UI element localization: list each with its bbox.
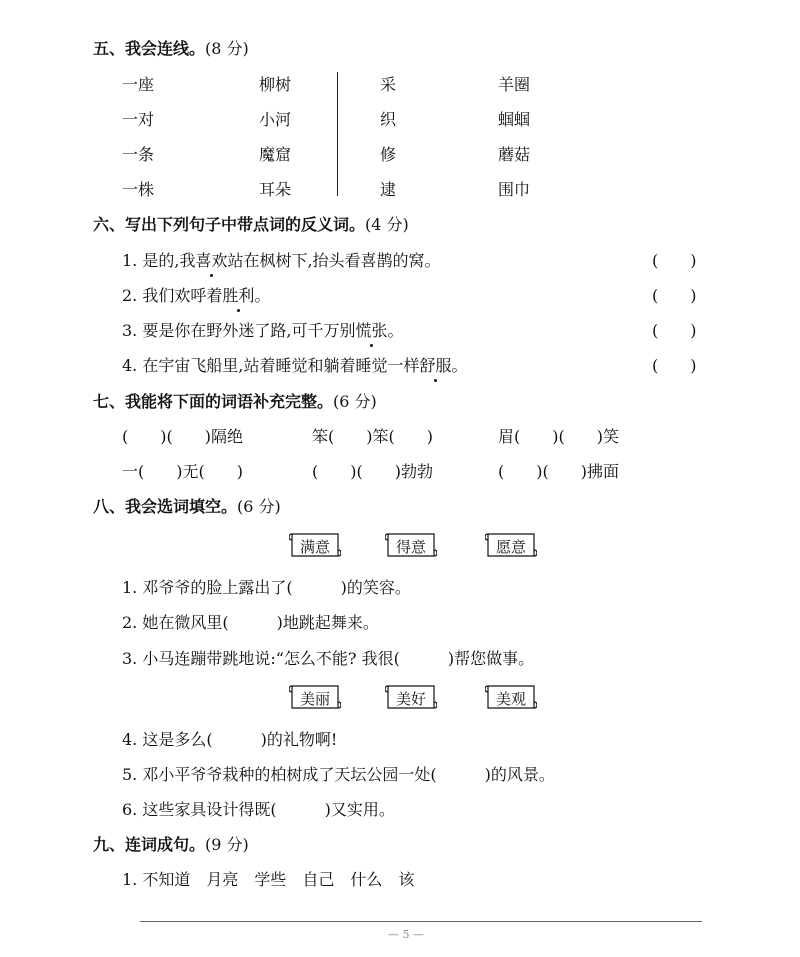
answer-blank-1[interactable]: ( ) <box>652 251 697 270</box>
section-score: (8 分) <box>205 39 249 58</box>
section-9-heading <box>93 832 249 855</box>
idiom-blank-6[interactable]: ( )( )拂面 <box>498 462 619 481</box>
word-scroll-6: 美观 <box>485 683 537 711</box>
section-5-heading <box>93 36 249 59</box>
fill-question-5: 5. 邓小平爷爷栽种的柏树成了天坛公园一处( )的风景。 <box>122 765 555 784</box>
match-right-a-4: 逮 <box>380 180 397 199</box>
antonym-question-2: 2. 我们欢呼着胜利。 <box>122 283 270 306</box>
dotted-word: 舒服 <box>419 353 451 376</box>
word-scroll-5: 美好 <box>385 683 437 711</box>
answer-blank-2[interactable]: ( ) <box>652 286 697 305</box>
word-scroll-3: 愿意 <box>485 531 537 559</box>
match-right-b-4: 围巾 <box>498 180 531 199</box>
section-title: 九、连词成句。 <box>93 835 206 854</box>
dotted-word: 喜欢 <box>195 248 227 271</box>
match-left-b-4: 耳朵 <box>259 180 292 199</box>
match-left-a-1: 一座 <box>122 75 155 94</box>
match-right-b-1: 羊圈 <box>498 75 531 94</box>
answer-blank-4[interactable]: ( ) <box>652 356 697 375</box>
section-score: (6 分) <box>333 392 377 411</box>
footer-divider <box>140 921 702 922</box>
section-score: (6 分) <box>237 497 281 516</box>
match-right-a-3: 修 <box>380 145 397 164</box>
match-left-a-2: 一对 <box>122 110 155 129</box>
match-left-a-4: 一株 <box>122 180 155 199</box>
antonym-question-4: 4. 在宇宙飞船里,站着睡觉和躺着睡觉一样舒服。 <box>122 353 467 376</box>
idiom-blank-3[interactable]: 眉( )( )笑 <box>498 427 619 446</box>
match-left-b-3: 魔窟 <box>259 145 292 164</box>
sentence-question-1: 1. 不知道 月亮 学些 自己 什么 该 <box>122 870 415 889</box>
fill-question-2: 2. 她在微风里( )地跳起舞来。 <box>122 613 379 632</box>
match-left-b-1: 柳树 <box>259 75 292 94</box>
word-scroll-2: 得意 <box>385 531 437 559</box>
idiom-blank-5[interactable]: ( )( )勃勃 <box>312 462 433 481</box>
section-score: (9 分) <box>205 835 249 854</box>
fill-question-6: 6. 这些家具设计得既( )又实用。 <box>122 800 395 819</box>
fill-question-3: 3. 小马连蹦带跳地说:“怎么不能? 我很( )帮您做事。 <box>122 649 535 668</box>
dotted-word: 慌张 <box>355 318 387 341</box>
word-scroll-4: 美丽 <box>289 683 341 711</box>
section-title: 七、我能将下面的词语补充完整。 <box>93 392 334 411</box>
section-title: 八、我会选词填空。 <box>93 497 238 516</box>
match-left-a-3: 一条 <box>122 145 155 164</box>
section-title: 五、我会连线。 <box>93 39 206 58</box>
idiom-blank-1[interactable]: ( )( )隔绝 <box>122 427 243 446</box>
fill-question-1: 1. 邓爷爷的脸上露出了( )的笑容。 <box>122 578 411 597</box>
antonym-question-1: 1. 是的,我喜欢站在枫树下,抬头看喜鹊的窝。 <box>122 248 441 271</box>
idiom-blank-4[interactable]: 一( )无( ) <box>122 462 243 481</box>
word-scroll-1: 满意 <box>289 531 341 559</box>
section-8-heading <box>93 494 281 517</box>
page-number: — 5 — <box>388 928 424 941</box>
answer-blank-3[interactable]: ( ) <box>652 321 697 340</box>
dotted-word: 胜利 <box>222 283 254 306</box>
match-left-b-2: 小河 <box>259 110 292 129</box>
match-right-b-2: 蝈蝈 <box>498 110 531 129</box>
section-score: (4 分) <box>365 215 409 234</box>
antonym-question-3: 3. 要是你在野外迷了路,可千万别慌张。 <box>122 318 403 341</box>
match-right-a-2: 织 <box>380 110 397 129</box>
section-7-heading <box>93 389 377 412</box>
match-right-b-3: 蘑菇 <box>498 145 531 164</box>
section-6-heading <box>93 212 409 235</box>
fill-question-4: 4. 这是多么( )的礼物啊! <box>122 730 338 749</box>
match-right-a-1: 采 <box>380 75 397 94</box>
section-title: 六、写出下列句子中带点词的反义词。 <box>93 215 366 234</box>
column-divider <box>337 72 338 196</box>
idiom-blank-2[interactable]: 笨( )笨( ) <box>312 427 433 446</box>
